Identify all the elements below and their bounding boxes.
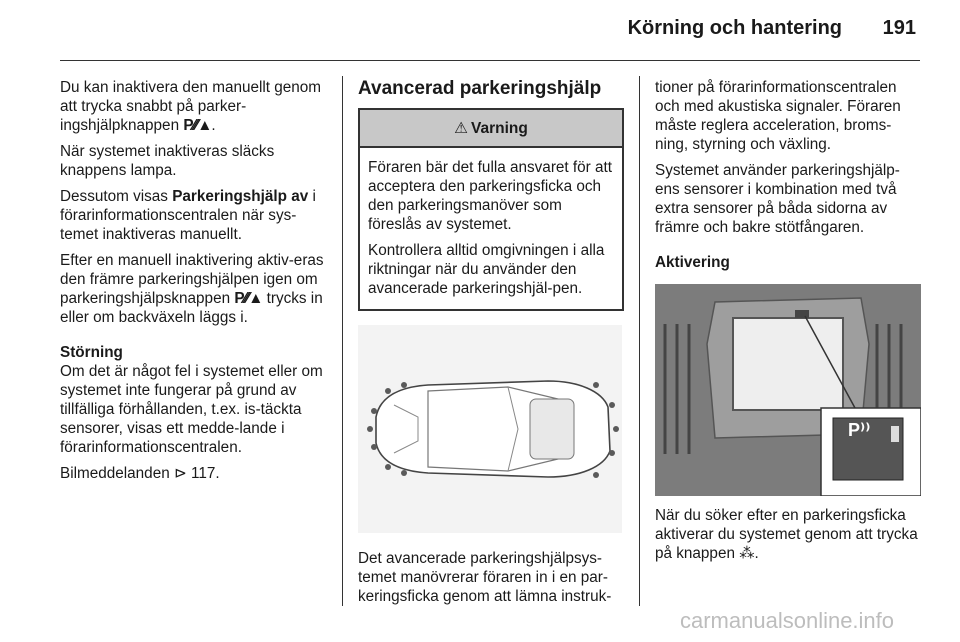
car-sensor-illustration — [358, 325, 622, 533]
dashboard-photo — [655, 284, 921, 496]
warning-title: Varning — [471, 119, 528, 137]
warning-box — [358, 108, 624, 311]
warning-triangle-icon: ⚠ — [454, 119, 469, 137]
section-heading-advanced-parking: Avancerad parkeringshjälp — [358, 78, 602, 99]
column-2 — [358, 78, 624, 613]
warning-header — [360, 110, 622, 148]
page-number: 191 — [882, 17, 916, 39]
sensor-dot — [371, 408, 377, 414]
paragraph-fault: Om det är något fel i systemet eller om systemet inte fungerar på grund av tillfälliga förhållanden, t.ex. is-täckta sensorer, visas ett medde-lande i förarinformationscentralen. — [60, 363, 323, 456]
column-divider-1 — [342, 76, 343, 606]
paragraph-message: Dessutom visas Parkeringshjälp av i förarinformationscentralen när sys-temet inaktiveras manuellt. — [60, 188, 316, 243]
paragraph-reactivate: Efter en manuell inaktivering aktiv-eras den främre parkeringshjälpen igen om parkeringshjälpsknappen P⁄⁄⁄▲ trycks in eller om backväxeln läggs i. — [60, 252, 324, 326]
column-1 — [60, 78, 328, 490]
sensor-dot — [367, 426, 373, 432]
paragraph-activate: När du söker efter en parkeringsficka aktiverar du systemet genom att trycka på knappen ⁂. — [655, 507, 918, 562]
column-divider-2 — [639, 76, 640, 606]
heading-fault: Störning — [60, 344, 123, 361]
warning-body — [360, 148, 622, 309]
sensor-dot — [401, 470, 407, 476]
sensor-dot — [401, 382, 407, 388]
sensor-dot — [385, 464, 391, 470]
paragraph-instructions: tioner på förarinformationscentralen och med akustiska signaler. Föraren måste reglera acceleration, broms-ning, styrning och växling. — [655, 79, 901, 153]
watermark: carmanualsonline.info — [680, 608, 895, 633]
page-reference-icon[interactable]: ⊳ — [173, 465, 187, 482]
warning-paragraph-responsibility: Föraren bär det fulla ansvaret för att acceptera den parkeringsficka och den parkeringsmanöver som föreslås av systemet. — [368, 159, 613, 233]
sensor-dot — [593, 382, 599, 388]
sensor-dot — [613, 426, 619, 432]
column-3 — [655, 78, 921, 570]
sensor-dot — [371, 444, 377, 450]
parking-button-icon: P⁄⁄⁄▲ — [234, 290, 263, 307]
parking-button-icon: P⁄⁄⁄▲ — [183, 117, 212, 134]
paragraph-sensors: Systemet använder parkeringshjälp-ens sensorer i kombination med två extra sensorer på båda sidorna av främre och bakre stötfångaren. — [655, 162, 900, 236]
warning-paragraph-check-surroundings: Kontrollera alltid omgivningen i alla riktningar när du använder den avancerade parkeringshjäl-pen. — [368, 242, 605, 297]
paragraph-vehicle-messages: Bilmeddelanden ⊳ 117. — [60, 465, 220, 482]
sensor-dot — [609, 402, 615, 408]
paragraph-system-intro: Det avancerade parkeringshjälpsys-temet manövrerar föraren in i en par-keringsficka genom att lämna instruk- — [358, 550, 612, 605]
page-header-title: Körning och hantering — [627, 17, 842, 39]
parking-assist-button-icon: ⁂ — [739, 545, 755, 562]
paragraph-lamp-off: När systemet inaktiveras släcks knappens lampa. — [60, 143, 275, 179]
header-divider — [60, 60, 920, 61]
paragraph-manual-deactivate: Du kan inaktivera den manuellt genom att trycka snabbt på parker-ingshjälpknappen P⁄⁄⁄▲. — [60, 79, 322, 134]
heading-activation: Aktivering — [655, 254, 730, 271]
sensor-dot — [385, 388, 391, 394]
parking-button-label: P⁾⁾ — [848, 420, 871, 440]
sensor-dot — [593, 472, 599, 478]
sensor-dot — [609, 450, 615, 456]
